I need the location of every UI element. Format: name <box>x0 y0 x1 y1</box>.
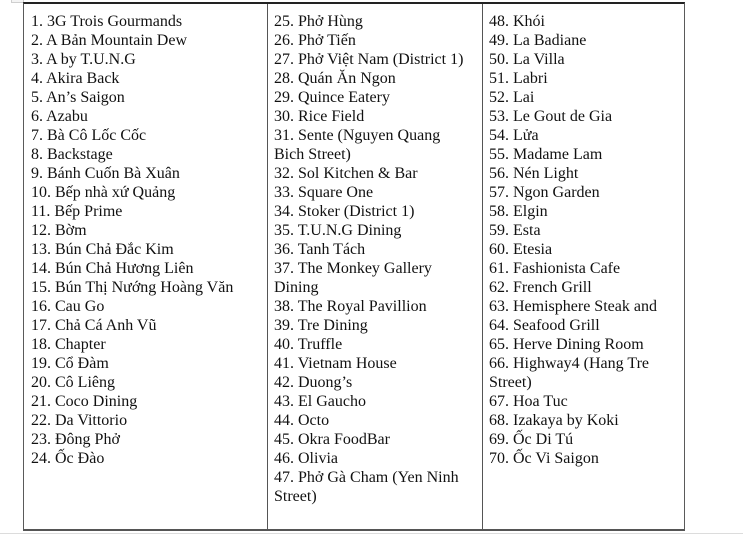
restaurant-list-table <box>23 2 685 531</box>
list-item: 52. Lai <box>489 89 535 106</box>
list-item: 10. Bếp nhà xứ Quảng <box>31 184 176 201</box>
list-item: 65. Herve Dining Room <box>489 336 644 353</box>
list-item: 56. Nén Light <box>489 165 579 182</box>
list-item: 1. 3G Trois Gourmands <box>31 13 183 30</box>
list-item: 9. Bánh Cuốn Bà Xuân <box>31 165 180 182</box>
list-item: 48. Khói <box>489 13 545 30</box>
list-item: 11. Bếp Prime <box>31 203 123 220</box>
list-item: 25. Phở Hùng <box>274 13 363 30</box>
list-item: 3. A by T.U.N.G <box>31 51 136 68</box>
list-item: 51. Labri <box>489 70 548 87</box>
list-item: 19. Cổ Đàm <box>31 355 109 372</box>
list-item: 69. Ốc Di Tú <box>489 431 574 448</box>
list-item: 35. T.U.N.G Dining <box>274 222 402 239</box>
list-item: 55. Madame Lam <box>489 146 603 163</box>
list-item: 13. Bún Chả Đắc Kim <box>31 241 174 258</box>
column-3 <box>482 4 684 529</box>
list-item: 32. Sol Kitchen & Bar <box>274 165 418 182</box>
list-item: 54. Lửa <box>489 127 539 144</box>
list-item: 49. La Badiane <box>489 32 587 49</box>
list-item: 67. Hoa Tuc <box>489 393 568 410</box>
list-item: 21. Coco Dining <box>31 393 138 410</box>
list-item: 57. Ngon Garden <box>489 184 600 201</box>
list-item: 18. Chapter <box>31 336 106 353</box>
list-item: 40. Truffle <box>274 336 343 353</box>
list-item: 6. Azabu <box>31 108 88 125</box>
list-item: 50. La Villa <box>489 51 565 68</box>
list-item: 33. Square One <box>274 184 374 201</box>
list-item: 4. Akira Back <box>31 70 120 87</box>
list-item: 34. Stoker (District 1) <box>274 203 415 220</box>
list-item: 47. Phở Gà Cham (Yen Ninh Street) <box>274 469 459 505</box>
list-item: 66. Highway4 (Hang Tre Street) <box>489 355 649 391</box>
list-item: 2. A Bản Mountain Dew <box>31 32 187 49</box>
list-item: 7. Bà Cô Lốc Cốc <box>31 127 147 144</box>
list-item: 23. Đông Phở <box>31 431 120 448</box>
list-item: 60. Etesia <box>489 241 553 258</box>
list-item: 15. Bún Thị Nướng Hoàng Văn <box>31 279 234 296</box>
list-item: 42. Duong’s <box>274 374 353 391</box>
list-item: 27. Phở Việt Nam (District 1) <box>274 51 464 68</box>
list-item: 45. Okra FoodBar <box>274 431 390 448</box>
list-item: 53. Le Gout de Gia <box>489 108 613 125</box>
list-item: 28. Quán Ăn Ngon <box>274 70 396 87</box>
list-item: 38. The Royal Pavillion <box>274 298 427 315</box>
list-item: 58. Elgin <box>489 203 548 220</box>
list-item: 14. Bún Chả Hương Liên <box>31 260 194 277</box>
list-item: 22. Da Vittorio <box>31 412 128 429</box>
list-item: 44. Octo <box>274 412 330 429</box>
list-item: 68. Izakaya by Koki <box>489 412 619 429</box>
list-item: 5. An’s Saigon <box>31 89 125 106</box>
list-item: 16. Cau Go <box>31 298 105 315</box>
list-item: 59. Esta <box>489 222 541 239</box>
list-item: 70. Ốc Vi Saigon <box>489 450 599 467</box>
column-1 <box>24 4 267 529</box>
list-item: 62. French Grill <box>489 279 592 296</box>
list-item: 64. Seafood Grill <box>489 317 600 334</box>
list-item: 31. Sente (Nguyen Quang Bich Street) <box>274 127 441 163</box>
list-item: 8. Backstage <box>31 146 113 163</box>
list-item: 20. Cô Liêng <box>31 374 115 391</box>
list-item: 26. Phở Tiến <box>274 32 356 49</box>
list-item: 63. Hemisphere Steak and <box>489 298 657 315</box>
list-item: 61. Fashionista Cafe <box>489 260 621 277</box>
list-item: 29. Quince Eatery <box>274 89 390 106</box>
column-2 <box>267 4 482 529</box>
list-item: 24. Ốc Đào <box>31 450 105 467</box>
list-item: 41. Vietnam House <box>274 355 397 372</box>
list-item: 46. Olivia <box>274 450 338 467</box>
list-item: 12. Bờm <box>31 222 87 239</box>
list-item: 37. The Monkey Gallery Dining <box>274 260 432 296</box>
list-item: 39. Tre Dining <box>274 317 368 334</box>
page-bottom-edge <box>0 533 743 534</box>
list-item: 30. Rice Field <box>274 108 365 125</box>
list-item: 17. Chả Cá Anh Vũ <box>31 317 157 334</box>
list-item: 43. El Gaucho <box>274 393 366 410</box>
list-item: 36. Tanh Tách <box>274 241 366 258</box>
